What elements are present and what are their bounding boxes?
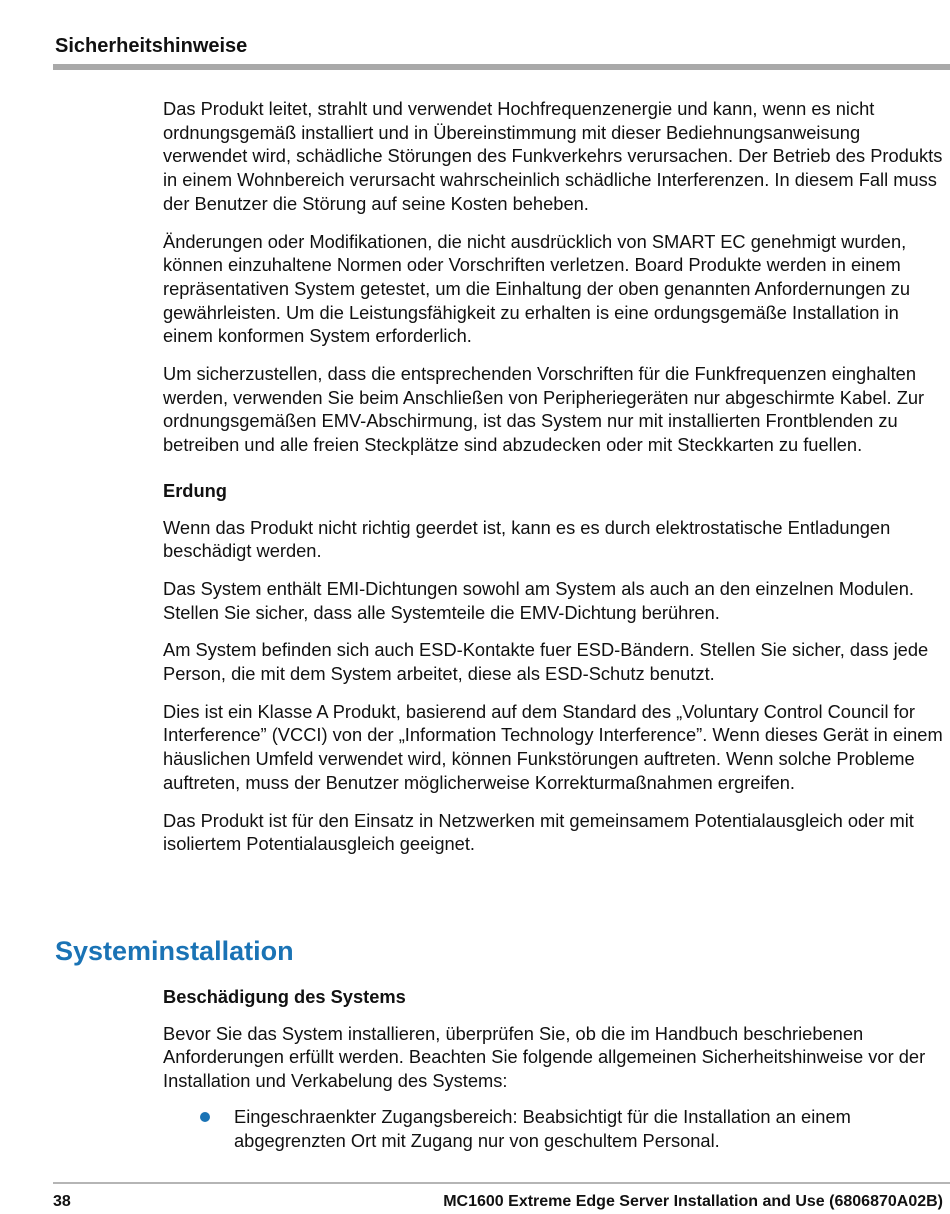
paragraph: Am System befinden sich auch ESD-Kontakte fuer ESD-Bändern. Stellen Sie sicher, dass jede Person, die mit dem System arbeitet, diese als ESD-Schutz benutzt. [163, 639, 929, 685]
paragraph: Wenn das Produkt nicht richtig geerdet ist, kann es es durch elektrostatische Entladungen beschädigt werden. [163, 516, 891, 562]
paragraph: Das Produkt leitet, strahlt und verwendet Hochfrequenzenergie und kann, wenn es nicht ordnungsgemäß installiert und in Übereinstimmung mit dieser Bediehnungsanweisung verwendet wird, schädliche Störungen des Funkverkehrs verursachen. Der Betrieb des Produkts in einem Wohnbereich verursacht wahrscheinlich schädliche Interferenzen. In diesem Fall muss der Benutzer die Störung auf seine Kosten beheben. [163, 98, 943, 214]
main-content [163, 97, 948, 870]
bullet-item [163, 1105, 950, 1152]
page-header-title: Sicherheitshinweise [55, 35, 248, 57]
page-header [55, 33, 950, 59]
paragraph: Dies ist ein Klasse A Produkt, basierend auf dem Standard des „Voluntary Control Council for Interference” (VCCI) von der „Information Technology Interference”. Wenn dieses Gerät in einem häuslichen Umfeld verwendet wird, können Funkstörungen auftreten. Wenn solche Probleme auftreten, muss der Benutzer möglicherweise Korrekturmaßnahmen ergreifen. [163, 700, 943, 793]
page-footer [53, 1192, 943, 1214]
paragraph: Das System enthält EMI-Dichtungen sowohl am System als auch an den einzelnen Modulen. Stellen Sie sicher, dass alle Systemteile die EMV-Dichtung berühren. [163, 577, 914, 623]
page-number: 38 [53, 1193, 71, 1210]
paragraph: Das Produkt ist für den Einsatz in Netzwerken mit gemeinsamem Potentialausgleich oder mit isoliertem Potentialausgleich geeignet. [163, 809, 914, 855]
document-title: MC1600 Extreme Edge Server Installation and Use (6806870A02B) [443, 1193, 943, 1210]
subheading-beschaedigung: Beschädigung des Systems [163, 986, 406, 1007]
bullet-icon [200, 1112, 210, 1122]
paragraph: Änderungen oder Modifikationen, die nicht ausdrücklich von SMART EC genehmigt wurden, können einzuhaltene Normen oder Vorschriften verletzen. Board Produkte werden in einem repräsentativen System getestet, um die Einhaltung der oben genannten Anfordernungen zu gewährleisten. Um die Leistungsfähigkeit zu erhalten is eine ordungsgemäße Installation in einem konformen System erforderlich. [163, 230, 910, 347]
paragraph: Bevor Sie das System installieren, überprüfen Sie, ob die im Handbuch beschriebenen Anforderungen erfüllt werden. Beachten Sie folgende allgemeinen Sicherheitshinweise vor der Installation und Verkabelung des Systems: [163, 1022, 926, 1092]
subheading-erdung: Erdung [163, 479, 227, 501]
section-title: Systeminstallation [55, 936, 294, 966]
section-systeminstallation [55, 934, 948, 1151]
paragraph: Um sicherzustellen, dass die entsprechenden Vorschriften für die Funkfrequenzen einghalten werden, verwenden Sie beim Anschließen von Peripheriegeräten nur abgeschirmte Kabel. Zur ordnungsgemäßen EMV-Abschirmung, ist das System nur mit installierten Frontblenden zu betreiben und alle freien Steckplätze sind abzudecken oder mit Steckkarten zu fuellen. [163, 363, 925, 456]
section-body [163, 985, 950, 1152]
header-divider [53, 64, 950, 70]
footer-divider [53, 1182, 950, 1184]
bullet-text: Eingeschraenkter Zugangsbereich: Beabsichtigt für die Installation an einem abgegrenzten Ort mit Zugang nur von geschultem Personal. [234, 1105, 851, 1151]
